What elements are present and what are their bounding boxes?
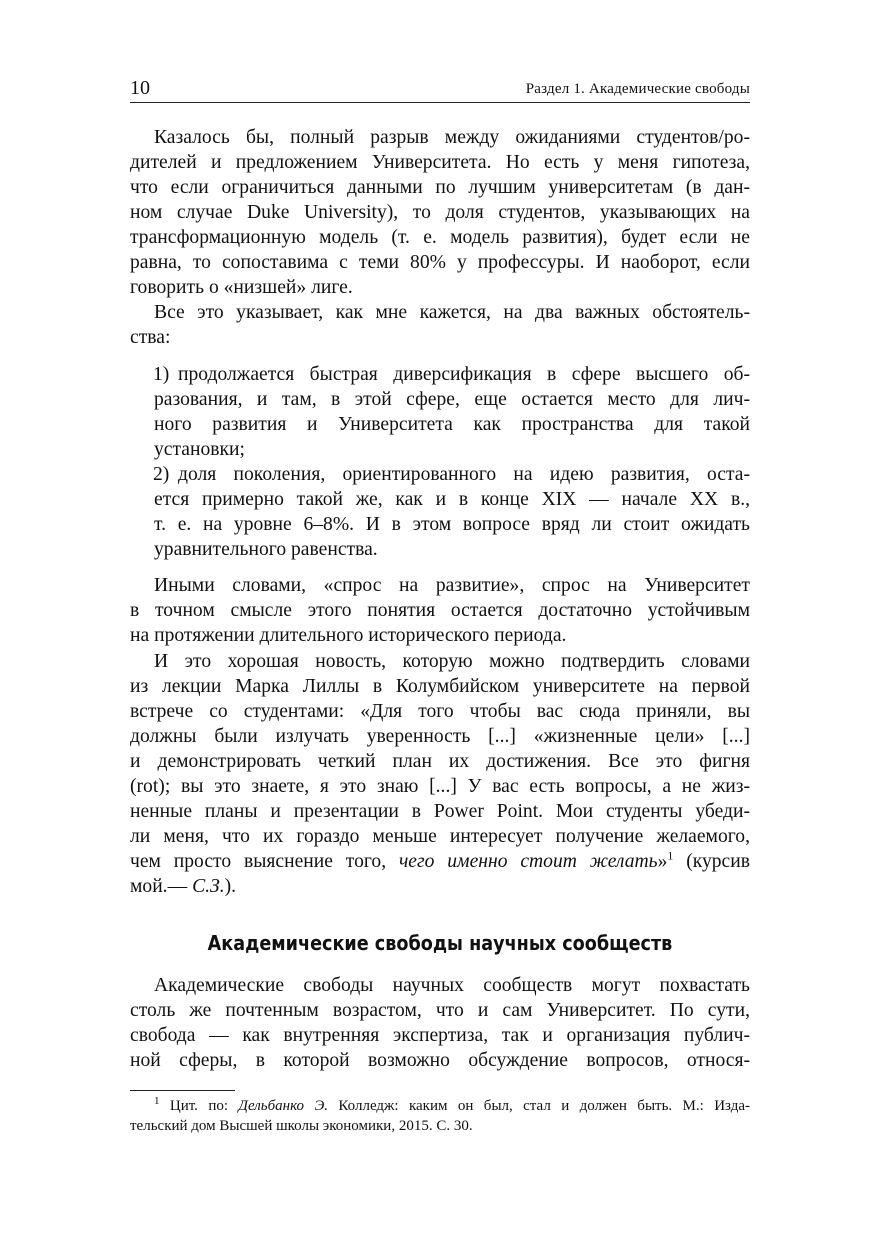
text-line: ли меня, что их гораздо меньше интересует получение желаемого, — [130, 826, 750, 847]
text-line: трансформационную модель (т. е. модель развития), будет если не — [130, 227, 750, 248]
running-head-title: Раздел 1. Академические свободы — [525, 81, 750, 97]
text-line: дителей и предложением Университета. Но есть у меня гипотеза, — [130, 152, 750, 173]
paragraph-1 — [130, 125, 750, 300]
text-fragment: ). — [224, 876, 237, 897]
paragraph-4 — [130, 649, 750, 899]
text-line: ненные планы и презентации в Power Point. Мои студенты убеди- — [130, 801, 750, 822]
text-line: должны были излучать уверенность [...] «жизненные цели» [...] — [130, 726, 750, 747]
page-number: 10 — [130, 77, 150, 99]
text-fragment: Колледж: каким он был, стал и должен быть. М.: Изда- — [328, 1098, 750, 1114]
text-line: равна, то сопоставима с теми 80% у профессуры. И наоборот, если — [130, 252, 750, 273]
section-heading: Академические свободы научных сообществ — [207, 931, 673, 955]
text-line: встрече со студентами: «Для того чтобы вас сюда приняли, вы — [130, 701, 750, 722]
text-line — [130, 874, 750, 899]
text-fragment: (курсив — [673, 851, 750, 872]
footnote-reference[interactable]: 1 — [667, 848, 674, 863]
footnote-line: тельский дом Высшей школы экономики, 2015. С. 30. — [130, 1118, 473, 1134]
text-line: свобода — как внутренняя экспертиза, так и организация публич- — [130, 1025, 750, 1046]
numbered-list — [130, 362, 750, 562]
text-line: ного развития и Университета как пространства для такой — [154, 414, 750, 435]
text-line: и демонстрировать четкий план их достижения. Все это фигня — [130, 751, 750, 772]
italic-quote: чего именно стоит желать — [398, 851, 658, 872]
closing-quote: » — [657, 851, 668, 872]
text-line: ется примерно такой же, как и в конце XIX — начале XX в., — [154, 489, 750, 510]
footnote-number: 1 — [154, 1095, 160, 1107]
text-line: Казалось бы, полный разрыв между ожиданиями студентов/ро- — [154, 127, 750, 148]
text-line: установки; — [154, 439, 245, 460]
paragraph-2 — [130, 300, 750, 350]
list-item — [130, 462, 750, 562]
author-initials: С.З. — [192, 876, 225, 897]
paragraph-3 — [130, 573, 750, 648]
text-line: на протяжении длительного исторического периода. — [130, 625, 567, 646]
text-fragment: мой.— — [130, 876, 193, 897]
text-fragment: чем просто выяснение того, — [130, 851, 399, 872]
text-line: ном случае Duke University), то доля студентов, указывающих на — [130, 202, 750, 223]
text-line: ной сферы, в которой возможно обсуждение вопросов, относя- — [130, 1050, 750, 1071]
text-line: разования, и там, в этой сфере, еще остается место для лич- — [154, 389, 750, 410]
running-header — [130, 76, 750, 103]
footnote-divider — [130, 1090, 235, 1091]
footnote-line — [130, 1096, 750, 1116]
footnote-author: Дельбанко Э. — [238, 1098, 329, 1114]
list-item — [130, 362, 750, 462]
text-line: из лекции Марка Лиллы в Колумбийском университете на первой — [130, 676, 750, 697]
text-line: Иными словами, «спрос на развитие», спрос на Университет — [154, 575, 750, 596]
text-fragment: Цит. по: — [159, 1098, 239, 1114]
text-line: продолжается быстрая диверсификация в сфере высшего об- — [178, 364, 750, 385]
text-line: в точном смысле этого понятия остается достаточно устойчивым — [130, 600, 750, 621]
text-line: И это хорошая новость, которую можно подтвердить словами — [154, 651, 750, 672]
text-line: уравнительного равенства. — [154, 539, 378, 560]
text-line: доля поколения, ориентированного на идею развития, оста- — [178, 464, 750, 485]
list-marker: 2) — [153, 464, 170, 485]
text-line: что если ограничиться данными по лучшим университетам (в дан- — [130, 177, 750, 198]
paragraph-5 — [130, 973, 750, 1073]
text-line: (rot); вы это знаете, я это знаю [...] У вас есть вопросы, а не жиз- — [130, 776, 750, 797]
text-line: т. е. на уровне 6–8%. И в этом вопросе вряд ли стоит ожидать — [154, 514, 750, 535]
text-line: говорить о «низшей» лиге. — [130, 277, 353, 298]
text-line: столь же почтенным возрастом, что и сам Университет. По сути, — [130, 1000, 750, 1021]
footnote — [130, 1096, 750, 1136]
text-line: Все это указывает, как мне кажется, на два важных обстоятель- — [154, 302, 750, 323]
text-line: ства: — [130, 327, 171, 348]
text-line: Академические свободы научных сообществ могут похвастать — [154, 975, 750, 996]
list-marker: 1) — [153, 364, 170, 385]
text-line — [130, 849, 750, 874]
